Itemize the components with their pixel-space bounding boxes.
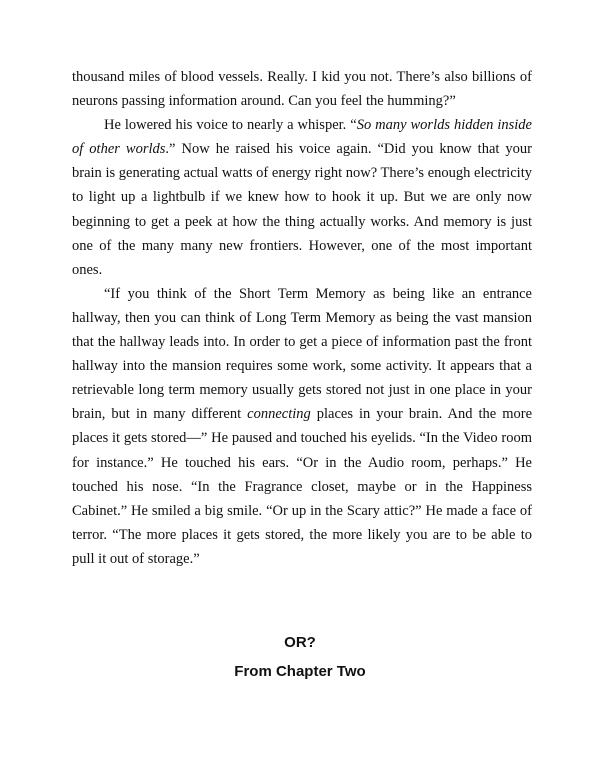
text-segment: .” Now he raised his voice again. “Did you know that your brain is generating actual watts of energy right now? There’s enough electricity to light up a lightbulb if we knew how to hook it up. But we are only now beginning to get a peek at how the thing actually works. And memory is just one of the many many new frontiers. However, one of the most important ones. (72, 141, 533, 278)
chapter-heading: From Chapter Two (234, 663, 366, 680)
text-segment: places in your brain. And the more places it gets stored—” He paused and touched his eyelids. “In the Video room for instance.” He touched his ears. “Or in the Audio room, perhaps.” He touched his nose. “In the Fragrance closet, maybe or in the Happiness Cabinet.” He smiled a big smile. “Or up in the Scary attic?” He made a face of terror. “The more places it gets stored, the more likely you are to be able to pull it out of storage.” (72, 406, 533, 567)
text-segment: thousand miles of blood vessels. Really. I kid you not. There’s also billions of neurons passing information around. Can you feel the humming?” (72, 69, 532, 110)
or-heading: OR? (284, 634, 316, 651)
paragraph-3 (72, 282, 532, 571)
text-segment: “If you think of the Short Term Memory as being like an entrance hallway, then you can think of Long Term Memory as being the vast mansion that the hallway leads into. In order to get a piece of information past the front hallway into the mansion requires some work, some activity. It appears that a retrievable long term memory usually gets stored not just in one place in your brain, but in many different (72, 285, 532, 423)
body-text (72, 65, 532, 571)
italic-word: connecting (247, 406, 311, 423)
paragraph-1 (72, 65, 532, 113)
paragraph-2 (72, 113, 532, 282)
italic-phrase: So many worlds hidden inside of other worlds (72, 117, 532, 158)
text-segment: He lowered his voice to nearly a whisper. “ (104, 117, 357, 134)
